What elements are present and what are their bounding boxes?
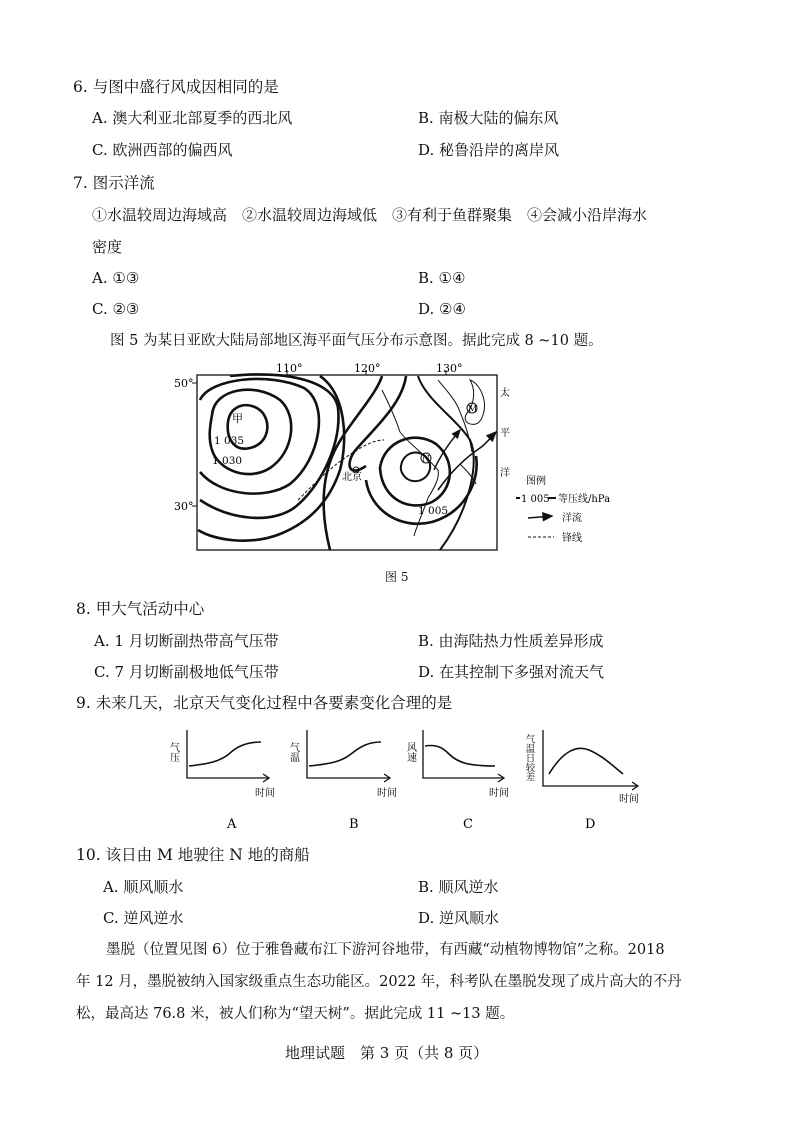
q8-option-a: A. 1 月切断副热带高气压带	[94, 632, 279, 650]
legend-current-arrow	[528, 516, 552, 518]
place-beijing: 北京	[342, 472, 362, 483]
q9-stem: 9. 未来几天，北京天气变化过程中各要素变化合理的是	[76, 694, 453, 712]
q6-option-d: D. 秘鲁沿岸的离岸风	[418, 141, 560, 159]
graph-d-curve	[549, 748, 623, 774]
q10-option-c: C. 逆风逆水	[103, 909, 184, 927]
fig6-intro-line3: 松，最高达 76.8 米，被人们称为“望天树”。据此完成 11 ~13 题。	[76, 1006, 515, 1022]
fig6-intro-line1: 墨脱（位置见图 6）位于雅鲁藏布江下游河谷地带，有西藏“动植物博物馆”之称。2018	[106, 942, 665, 958]
place-m: M	[468, 405, 478, 415]
isobar-6	[324, 376, 382, 550]
legend-front-text: 锋线	[562, 533, 582, 544]
graph-d-xlabel: 时间	[619, 794, 639, 805]
q7-statements: ①水温较周边海域高 ②水温较周边海域低 ③有利于鱼群聚集 ④会减小沿岸海水	[92, 206, 648, 224]
graph-a	[168, 730, 276, 832]
q6-option-a: A. 澳大利亚北部夏季的西北风	[92, 109, 293, 127]
q10-option-d: D. 逆风顺水	[418, 909, 500, 927]
place-n: N	[422, 455, 430, 465]
q7-option-c: C. ②③	[92, 300, 140, 318]
isobar-label-1030: 1 030	[212, 455, 243, 467]
q6-stem: 6. 与图中盛行风成因相同的是	[73, 78, 279, 96]
isobar-label-1005: 1 005	[418, 505, 449, 517]
lon-label-110: 110°	[276, 362, 303, 375]
graph-b-ylabel: 气温	[287, 742, 299, 762]
fig6-intro-line2: 年 12 月，墨脱被纳入国家级重点生态功能区。2022 年，科考队在墨脱发现了成片高大的不丹	[76, 974, 682, 990]
legend-isobar-value: 1 005	[521, 494, 550, 505]
graph-c-xlabel: 时间	[489, 788, 509, 799]
q8-option-d: D. 在其控制下多强对流天气	[418, 663, 605, 681]
q7-statements-cont: 密度	[92, 238, 123, 256]
graph-d-ylabel: 气温日较差	[523, 734, 535, 782]
lon-label-130: 130°	[436, 362, 463, 375]
fig5-intro: 图 5 为某日亚欧大陆局部地区海平面气压分布示意图。据此完成 8 ~10 题。	[110, 333, 603, 349]
q10-option-a: A. 顺风顺水	[103, 878, 184, 896]
q8-option-b: B. 由海陆热力性质差异形成	[418, 632, 604, 650]
japan-outline	[465, 380, 484, 424]
graph-d-letter: D	[585, 817, 596, 832]
q8-stem: 8. 甲大气活动中心	[76, 600, 205, 618]
q10-option-b: B. 顺风逆水	[418, 878, 499, 896]
isobar-label-1035: 1 035	[214, 435, 245, 447]
graph-a-ylabel: 气压	[167, 742, 179, 762]
graph-a-letter: A	[227, 817, 237, 832]
graph-a-curve	[189, 742, 261, 766]
q9-graphs	[165, 722, 655, 834]
graph-c-curve	[425, 745, 495, 766]
ocean-char-3: 洋	[500, 468, 510, 479]
q7-option-a: A. ①③	[92, 269, 140, 287]
fig5-caption: 图 5	[385, 570, 409, 584]
q7-stem: 7. 图示洋流	[73, 174, 155, 192]
graph-c	[405, 730, 510, 832]
ocean-char-1: 太	[500, 388, 510, 399]
ocean-current-arrow	[438, 432, 496, 490]
q7-option-d: D. ②④	[418, 300, 466, 318]
graph-b-curve	[309, 742, 381, 766]
q10-stem: 10. 该日由 M 地驶往 N 地的商船	[76, 846, 310, 864]
place-jia: 甲	[232, 412, 243, 425]
page-footer: 地理试题 第 3 页（共 8 页）	[285, 1044, 489, 1062]
legend-isobar-text: 等压线/hPa	[558, 494, 611, 505]
graph-a-xlabel: 时间	[255, 788, 275, 799]
lon-label-120: 120°	[354, 362, 381, 375]
ocean-char-2: 平	[500, 428, 510, 439]
graph-b-xlabel: 时间	[377, 788, 397, 799]
legend-current-text: 洋流	[562, 513, 582, 524]
isobar-7	[350, 376, 406, 471]
pressure-map-figure	[170, 360, 620, 560]
legend-title: 图例	[526, 476, 546, 487]
q8-option-c: C. 7 月切断副极地低气压带	[94, 663, 279, 681]
q6-option-c: C. 欧洲西部的偏西风	[92, 141, 233, 159]
graph-b-letter: B	[349, 817, 359, 832]
q6-option-b: B. 南极大陆的偏东风	[418, 109, 559, 127]
graph-b	[288, 730, 398, 832]
q7-option-b: B. ①④	[418, 269, 466, 287]
graph-d	[524, 730, 640, 832]
graph-c-ylabel: 风速	[404, 742, 416, 762]
lat-label-50: 50°	[174, 377, 194, 390]
graph-c-letter: C	[463, 817, 473, 832]
ocean-current-arrow-2	[434, 430, 460, 470]
lat-label-30: 30°	[174, 500, 194, 513]
